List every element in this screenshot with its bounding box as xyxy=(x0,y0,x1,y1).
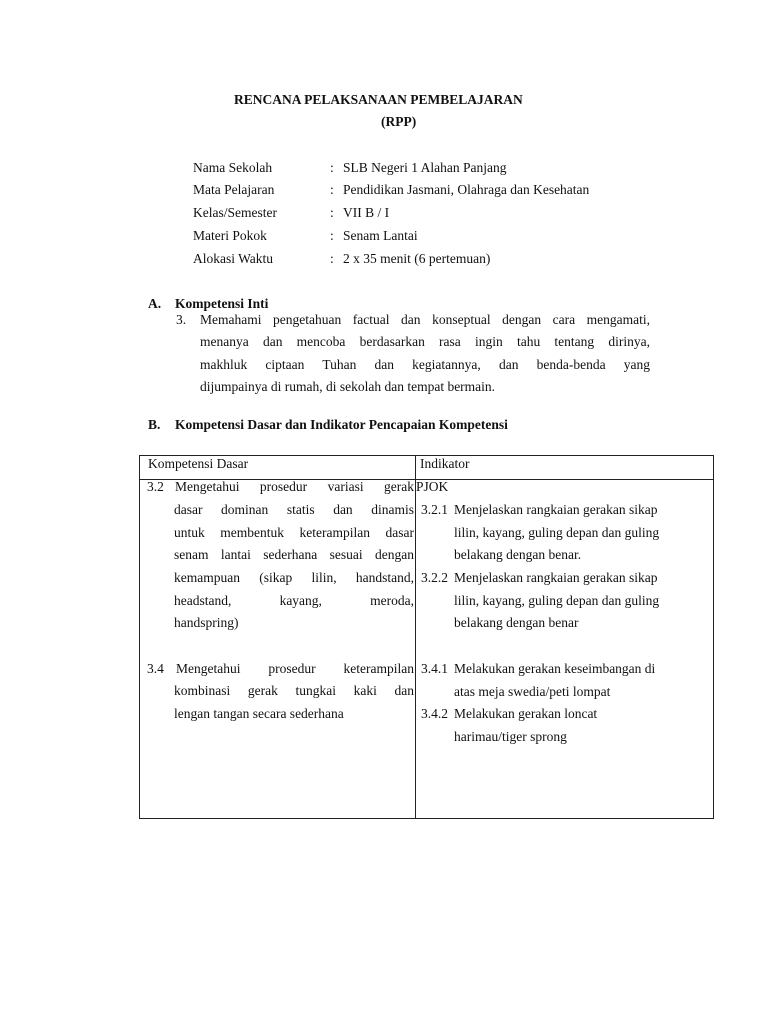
indicator-number: 3.4.2 xyxy=(421,706,448,721)
info-value: Pendidikan Jasmani, Olahraga dan Kesehatan xyxy=(343,182,590,197)
kd-line: Mengetahui prosedur variasi gerak xyxy=(175,479,414,494)
info-value: 2 x 35 menit (6 pertemuan) xyxy=(343,251,491,266)
indicator-line: belakang dengan benar xyxy=(454,615,579,631)
info-value: VII B / I xyxy=(343,205,390,220)
indicator-number: 3.4.1 xyxy=(421,661,448,676)
info-colon: : xyxy=(330,160,334,175)
info-label: Alokasi Waktu xyxy=(193,251,274,266)
indicator-number: 3.2.2 xyxy=(421,570,448,585)
kd-number: 3.2 xyxy=(147,479,164,494)
indicator-line: Melakukan gerakan loncat xyxy=(454,706,598,721)
kd-line: kombinasi gerak tungkai kaki dan xyxy=(174,683,414,698)
doc-title: RENCANA PELAKSANAAN PEMBELAJARAN xyxy=(234,92,523,107)
section-a-title: Kompetensi Inti xyxy=(175,296,269,311)
kd-line: kemampuan (sikap lilin, handstand, xyxy=(174,570,414,585)
section-a-letter: A. xyxy=(148,296,162,311)
kd-line: headstand, kayang, meroda, xyxy=(174,593,414,608)
kd-number: 3.4 xyxy=(147,661,164,676)
info-label: Nama Sekolah xyxy=(193,160,273,175)
header-kd: Kompetensi Dasar xyxy=(148,456,249,471)
info-value: SLB Negeri 1 Alahan Panjang xyxy=(343,160,507,175)
ki-line: dijumpainya di rumah, di sekolah dan tempat bermain. xyxy=(200,379,496,394)
header-indikator: Indikator xyxy=(420,456,470,471)
indicator-line: Melakukan gerakan keseimbangan di xyxy=(454,661,656,676)
indicator-line: belakang dengan benar. xyxy=(454,547,582,563)
section-b-title: Kompetensi Dasar dan Indikator Pencapaian Kompetensi xyxy=(175,417,508,432)
kd-line: dasar dominan statis dan dinamis xyxy=(174,502,414,517)
section-b-letter: B. xyxy=(148,417,161,432)
kd-indicator-table xyxy=(139,455,714,819)
info-value: Senam Lantai xyxy=(343,228,418,243)
pjok-label: PJOK xyxy=(416,479,449,494)
doc-subtitle: (RPP) xyxy=(381,114,417,129)
ki-line: menanya dan mencoba berdasarkan rasa ingin tahu tentang dirinya, xyxy=(200,334,650,349)
info-label: Materi Pokok xyxy=(193,228,267,243)
indicator-line: Menjelaskan rangkaian gerakan sikap xyxy=(454,570,658,585)
info-colon: : xyxy=(330,228,334,243)
kd-line: senam lantai sederhana sesuai dengan xyxy=(174,547,414,562)
info-label: Mata Pelajaran xyxy=(193,182,275,197)
indicator-number: 3.2.1 xyxy=(421,502,448,517)
indicator-line: lilin, kayang, guling depan dan guling xyxy=(454,592,660,608)
indicator-line: harimau/tiger sprong xyxy=(454,728,567,744)
kd-line: untuk membentuk keterampilan dasar xyxy=(174,525,414,540)
indicator-line: lilin, kayang, guling depan dan guling xyxy=(454,524,660,540)
kd-line: Mengetahui prosedur keterampilan xyxy=(176,661,414,676)
ki-item-number: 3. xyxy=(176,312,187,327)
kd-line: handspring) xyxy=(174,615,239,630)
indicator-line: Menjelaskan rangkaian gerakan sikap xyxy=(454,502,658,517)
ki-line: Memahami pengetahuan factual dan konseptual dengan cara mengamati, xyxy=(200,312,650,327)
kd-line: lengan tangan secara sederhana xyxy=(174,706,344,721)
column-divider xyxy=(415,456,416,818)
info-label: Kelas/Semester xyxy=(193,205,277,220)
info-colon: : xyxy=(330,182,334,197)
ki-line: makhluk ciptaan Tuhan dan kegiatannya, dan benda-benda yang xyxy=(200,357,650,372)
info-colon: : xyxy=(330,251,334,266)
indicator-line: atas meja swedia/peti lompat xyxy=(454,683,611,699)
info-colon: : xyxy=(330,205,334,220)
